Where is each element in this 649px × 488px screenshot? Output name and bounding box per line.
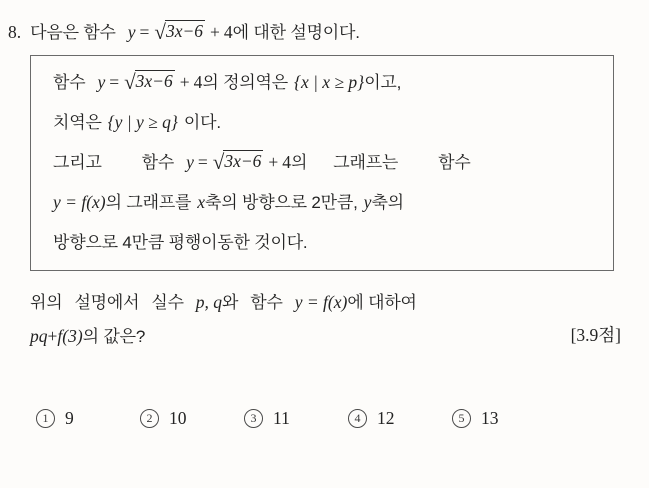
closing-text-2: 설명에서 — [74, 293, 140, 312]
choice-5[interactable] — [452, 408, 556, 429]
expr-plus: + — [210, 22, 220, 42]
expr-constant: 4 — [223, 22, 233, 42]
line1-function-expression — [97, 71, 202, 93]
statement-line-5 — [53, 228, 597, 268]
radical-sign-icon: √ — [212, 150, 225, 174]
line2-text-2: 이다. — [183, 113, 221, 132]
choice-number-circle: 2 — [140, 409, 159, 428]
closing-line-1 — [30, 288, 417, 313]
variables-p-q: p, q — [195, 292, 223, 312]
line2-text-1: 치역은 — [53, 113, 102, 132]
expr-constant: 4 — [193, 72, 203, 92]
target-expr-plus: + — [47, 326, 58, 346]
axis-y-symbol: y — [363, 192, 372, 212]
line3-text-5: 함수 — [438, 153, 471, 172]
choice-label: 11 — [273, 408, 290, 428]
closing-text-6: 에 대하여 — [347, 293, 417, 312]
domain-set: {x | x ≥ p} — [293, 72, 365, 92]
choice-2[interactable] — [140, 408, 244, 429]
choice-4[interactable] — [348, 408, 452, 429]
closing-line-2 — [30, 322, 145, 347]
line4-text-2: 축의 방향으로 2만큼, — [205, 193, 358, 212]
choice-label: 9 — [65, 408, 74, 428]
answer-choices — [36, 408, 616, 429]
target-expr-f3: f(3) — [57, 326, 83, 346]
radical-sign-icon: √ — [124, 70, 136, 94]
closing-text-7: 의 값은? — [82, 327, 146, 346]
points-badge: [3.9점] — [570, 325, 621, 345]
expr-plus: + — [179, 72, 190, 92]
line4-function-expression: y = f(x) — [53, 192, 106, 212]
stem-text-before: 다음은 함수 — [30, 23, 116, 42]
statement-line-4 — [53, 188, 597, 228]
target-expr-pq: pq — [30, 326, 48, 346]
question-stem — [8, 18, 360, 43]
line4-text-1: 의 그래프를 — [105, 193, 192, 212]
stem-text-after: 에 대한 설명이다. — [232, 23, 360, 42]
choice-3[interactable] — [244, 408, 348, 429]
expr-equals: = — [197, 152, 208, 172]
line3-text-4: 그래프는 — [333, 153, 399, 172]
choice-number-circle: 4 — [348, 409, 367, 428]
closing-text-3: 실수 — [151, 293, 184, 312]
line1-text-2: 의 정의역은 — [202, 73, 288, 92]
expr-lhs: y — [186, 152, 194, 172]
axis-x-symbol: x — [197, 192, 206, 212]
statement-box — [30, 55, 614, 271]
statement-line-2 — [53, 108, 597, 148]
square-root — [124, 71, 175, 93]
expr-lhs: y — [127, 22, 136, 42]
closing-text-4: 와 — [222, 293, 239, 312]
closing-text-1: 위의 — [30, 293, 63, 312]
range-set: {y | y ≥ q} — [107, 112, 178, 132]
statement-box-content — [53, 68, 597, 268]
line3-text-2: 함수 — [141, 153, 175, 172]
line3-function-expression — [186, 151, 291, 173]
statement-line-1 — [53, 68, 597, 108]
stem-function-expression — [128, 21, 233, 43]
radicand: 3x−6 — [165, 21, 204, 41]
radical-sign-icon: √ — [154, 20, 166, 44]
closing-function-expression: y = f(x) — [294, 292, 348, 312]
line1-text-1: 함수 — [53, 73, 86, 92]
radicand: 3x−6 — [224, 151, 262, 171]
expr-constant: 4 — [282, 152, 292, 172]
expr-plus: + — [268, 152, 279, 172]
expr-lhs: y — [97, 72, 106, 92]
square-root — [213, 151, 264, 173]
square-root — [154, 21, 205, 43]
line5-text-1: 방향으로 4만큼 평행이동한 것이다. — [53, 233, 308, 252]
choice-label: 12 — [377, 408, 395, 428]
choice-label: 13 — [481, 408, 499, 428]
question-number: 8. — [8, 22, 22, 42]
choice-number-circle: 3 — [244, 409, 263, 428]
expr-equals: = — [139, 22, 150, 42]
choice-number-circle: 1 — [36, 409, 55, 428]
choice-number-circle: 5 — [452, 409, 471, 428]
closing-text-5: 함수 — [250, 293, 283, 312]
line3-text-3: 의 — [291, 153, 308, 172]
choice-1[interactable] — [36, 408, 140, 429]
line3-text-1: 그리고 — [53, 153, 102, 172]
statement-line-3 — [53, 148, 597, 188]
line4-text-3: 축의 — [371, 193, 404, 212]
choice-label: 10 — [169, 408, 187, 428]
expr-equals: = — [109, 72, 120, 92]
line1-text-3: 이고, — [364, 73, 402, 92]
radicand: 3x−6 — [135, 71, 173, 91]
